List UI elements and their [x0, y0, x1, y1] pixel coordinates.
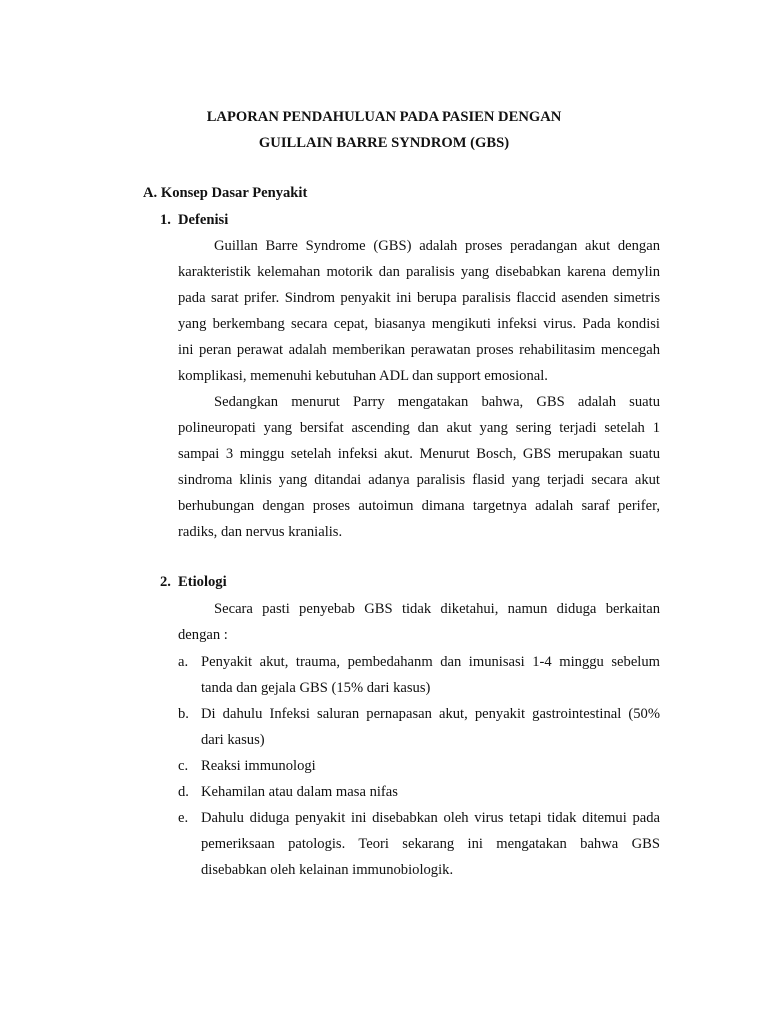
defenisi-p1-line-2: karakteristik kelemahan motorik dan paralisis yang disebabkan karena demylin	[178, 264, 660, 280]
section-a-heading: A. Konsep Dasar Penyakit	[143, 185, 308, 201]
list-item-c-line-1: Reaksi immunologi	[201, 758, 316, 774]
defenisi-p1-line-1: Guillan Barre Syndrome (GBS) adalah proses peradangan akut dengan	[214, 238, 660, 254]
etiologi-intro-line-2: dengan :	[178, 627, 228, 643]
defenisi-p2-line-5: berhubungan dengan proses autoimun dimana targetnya adalah saraf perifer,	[178, 498, 660, 514]
defenisi-p2-line-4: sindroma klinis yang ditandai adanya paralisis flasid yang terjadi secara akut	[178, 472, 660, 488]
list-marker-c: c.	[178, 758, 189, 774]
etiologi-intro-line-1: Secara pasti penyebab GBS tidak diketahui, namun diduga berkaitan	[214, 601, 660, 617]
list-item-e-line-2: pemeriksaan patologis. Teori sekarang ini mengatakan bahwa GBS	[201, 836, 660, 852]
etiologi-number: 2.	[160, 574, 171, 590]
defenisi-p1-line-3: pada sarat prifer. Sindrom penyakit ini berupa paralisis flaccid asenden simetris	[178, 290, 660, 306]
list-item-e-line-1: Dahulu diduga penyakit ini disebabkan oleh virus tetapi tidak ditemui pada	[201, 810, 660, 826]
defenisi-p2-line-3: sampai 3 minggu setelah infeksi akut. Menurut Bosch, GBS merupakan suatu	[178, 446, 660, 462]
defenisi-number: 1.	[160, 212, 171, 228]
list-item-b-line-1: Di dahulu Infeksi saluran pernapasan akut, penyakit gastrointestinal (50%	[201, 706, 660, 722]
list-item-b-line-2: dari kasus)	[201, 732, 265, 748]
defenisi-p1-line-5: ini peran perawat adalah memberikan perawatan proses rehabilitasim mencegah	[178, 342, 660, 358]
defenisi-p2-line-2: polineuropati yang bersifat ascending dan akut yang sering terjadi setelah 1	[178, 420, 660, 436]
list-marker-e: e.	[178, 810, 189, 826]
list-marker-a: a.	[178, 654, 189, 670]
defenisi-heading: Defenisi	[178, 212, 229, 228]
defenisi-p2-line-1: Sedangkan menurut Parry mengatakan bahwa, GBS adalah suatu	[214, 394, 660, 410]
list-item-e-line-3: disebabkan oleh kelainan immunobiologik.	[201, 862, 454, 878]
list-item-d-line-1: Kehamilan atau dalam masa nifas	[201, 784, 398, 800]
list-marker-b: b.	[178, 706, 189, 722]
defenisi-p1-line-6: komplikasi, memenuhi kebutuhan ADL dan support emosional.	[178, 368, 548, 384]
defenisi-p1-line-4: yang berkembang secara cepat, biasanya mengikuti infeksi virus. Pada kondisi	[178, 316, 660, 332]
defenisi-p2-line-6: radiks, dan nervus kranialis.	[178, 524, 343, 540]
list-marker-d: d.	[178, 784, 189, 800]
list-item-a-line-1: Penyakit akut, trauma, pembedahanm dan imunisasi 1-4 minggu sebelum	[201, 654, 660, 670]
etiologi-heading: Etiologi	[178, 574, 227, 590]
list-item-a-line-2: tanda dan gejala GBS (15% dari kasus)	[201, 680, 431, 696]
title-line-1: LAPORAN PENDAHULUAN PADA PASIEN DENGAN	[206, 109, 562, 125]
title-line-2: GUILLAIN BARRE SYNDROM (GBS)	[258, 135, 510, 151]
